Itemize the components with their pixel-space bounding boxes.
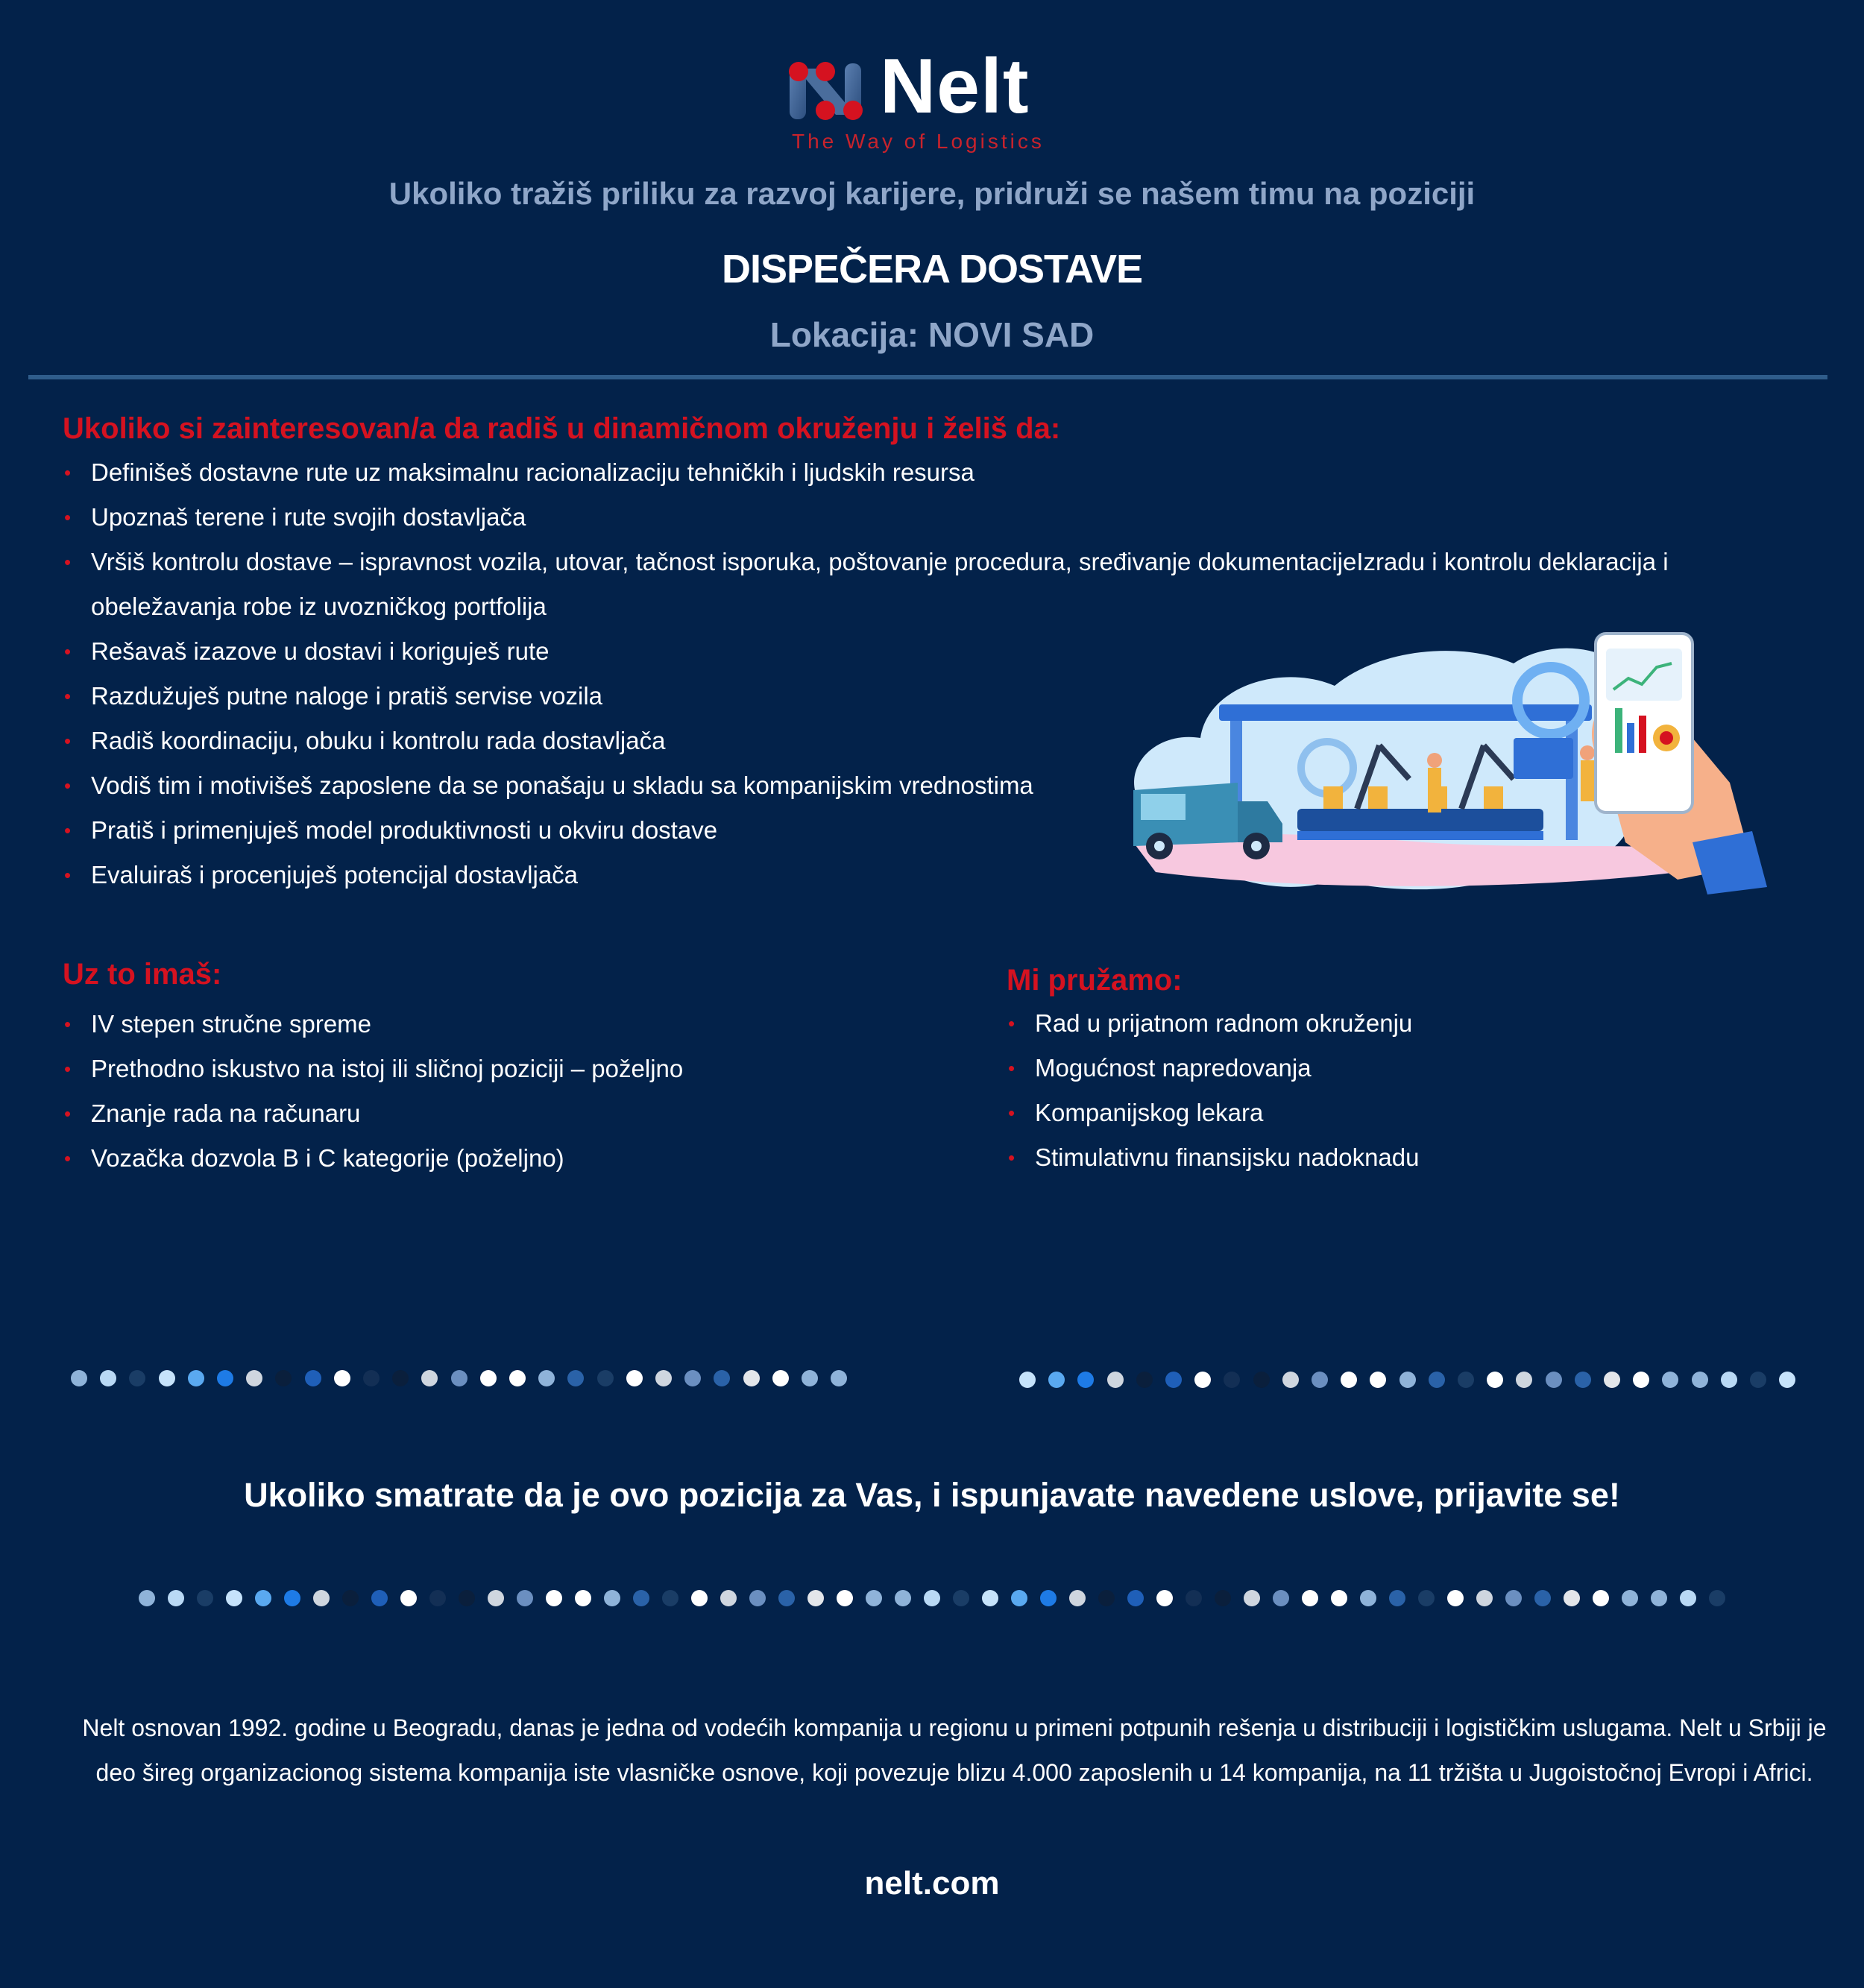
decor-dot bbox=[1370, 1372, 1386, 1388]
decor-dot bbox=[159, 1370, 175, 1386]
list-item: • Znanje rada na računaru bbox=[63, 1091, 957, 1136]
decor-dot bbox=[1165, 1372, 1182, 1388]
decor-dot bbox=[567, 1370, 584, 1386]
decor-dot bbox=[1244, 1590, 1260, 1606]
decor-dot bbox=[197, 1590, 213, 1606]
decor-dot bbox=[684, 1370, 701, 1386]
decor-dot bbox=[1534, 1590, 1551, 1606]
location-text: Lokacija: NOVI SAD bbox=[769, 315, 1095, 354]
decor-dot bbox=[743, 1370, 760, 1386]
decor-dot bbox=[188, 1370, 204, 1386]
decor-dot bbox=[749, 1590, 766, 1606]
list-item: • Definišeš dostavne rute uz maksimalnu racionalizaciju tehničkih i ljudskih resursa bbox=[63, 450, 1725, 495]
website-link[interactable]: nelt.com bbox=[864, 1865, 1000, 1902]
decor-dot bbox=[509, 1370, 526, 1386]
bullet-icon: • bbox=[64, 640, 72, 663]
decor-dot bbox=[1418, 1590, 1435, 1606]
decor-dot bbox=[1186, 1590, 1202, 1606]
decor-dot bbox=[217, 1370, 233, 1386]
call-to-action: Ukoliko smatrate da je ovo pozicija za Vas, i ispunjavate navedene uslove, prijavite se! bbox=[244, 1476, 1620, 1514]
decor-dot bbox=[538, 1370, 555, 1386]
decor-dot bbox=[342, 1590, 359, 1606]
decor-dot bbox=[451, 1370, 467, 1386]
list-item: • Stimulativnu finansijsku nadoknadu bbox=[1007, 1135, 1789, 1180]
decor-dot bbox=[1505, 1590, 1522, 1606]
decor-dot bbox=[517, 1590, 533, 1606]
decor-dot bbox=[139, 1590, 155, 1606]
bullet-icon: • bbox=[1008, 1057, 1016, 1079]
decor-dot bbox=[1069, 1590, 1086, 1606]
decor-dot bbox=[459, 1590, 475, 1606]
list-item: • Evaluiraš i procenjuješ potencijal dostavljača bbox=[63, 853, 1725, 897]
nelt-logo-mark bbox=[787, 60, 865, 123]
decor-dot bbox=[1331, 1590, 1347, 1606]
decor-dot bbox=[363, 1370, 380, 1386]
position-title: DISPEČERA DOSTAVE bbox=[721, 247, 1143, 291]
bullet-icon: • bbox=[64, 864, 72, 886]
decor-dot bbox=[604, 1590, 620, 1606]
decor-dot bbox=[1721, 1372, 1737, 1388]
bullet-icon: • bbox=[64, 461, 72, 484]
decor-dot bbox=[546, 1590, 562, 1606]
brand-tagline: The Way of Logistics bbox=[792, 130, 1045, 153]
list-item: • Mogućnost napredovanja bbox=[1007, 1046, 1789, 1091]
decor-dot bbox=[575, 1590, 591, 1606]
company-description: Nelt osnovan 1992. godine u Beogradu, danas je jedna od vodećih kompanija u regionu u primeni potpunih rešenja u distribuciji i logističkim uslugama. Nelt u Srbiji je deo šireg organizacionog sistema kompanija iste vlasničke osnove, koji povezuje blizu 4.000 zaposlenih u 14 kompanija, na 11 tržišta u Jugoistočnoj Evropi i Africi. bbox=[82, 1714, 1827, 1786]
decor-dot bbox=[924, 1590, 940, 1606]
decor-dot bbox=[662, 1590, 678, 1606]
decor-dot bbox=[1273, 1590, 1289, 1606]
decor-dot bbox=[100, 1370, 116, 1386]
decor-dot bbox=[255, 1590, 271, 1606]
decor-dot bbox=[1019, 1372, 1036, 1388]
decor-dot bbox=[895, 1590, 911, 1606]
decor-dot bbox=[1048, 1372, 1065, 1388]
decor-dot bbox=[953, 1590, 969, 1606]
decor-dot bbox=[1215, 1590, 1231, 1606]
decor-dot bbox=[480, 1370, 497, 1386]
decor-dot bbox=[1098, 1590, 1115, 1606]
list-item: • Rešavaš izazove u dostavi i koriguješ rute bbox=[63, 629, 1725, 674]
intro-text: Ukoliko tražiš priliku za razvoj karijere, pridruži se našem timu na poziciji bbox=[388, 176, 1476, 211]
decor-dot bbox=[371, 1590, 388, 1606]
bullet-icon: • bbox=[1008, 1146, 1016, 1169]
dots-row-left bbox=[71, 1370, 854, 1400]
nelt-logo bbox=[787, 43, 1085, 157]
decor-dot bbox=[633, 1590, 649, 1606]
list-item: • Vršiš kontrolu dostave – ispravnost vozila, utovar, tačnost isporuka, poštovanje procedura, sređivanje dokumentacijeIzradu i kontrolu deklaracija i obeležavanja robe iz uvozničkog portfolija bbox=[63, 540, 1725, 629]
responsibilities-title: Ukoliko si zainteresovan/a da radiš u dinamičnom okruženju i želiš da: bbox=[63, 412, 1061, 445]
bullet-icon: • bbox=[64, 506, 72, 528]
decor-dot bbox=[1302, 1590, 1318, 1606]
decor-dot bbox=[1077, 1372, 1094, 1388]
bullet-icon: • bbox=[64, 774, 72, 797]
decor-dot bbox=[778, 1590, 795, 1606]
decor-dot bbox=[1312, 1372, 1328, 1388]
decor-dot bbox=[246, 1370, 262, 1386]
logistics-illustration bbox=[1111, 619, 1767, 902]
decor-dot bbox=[1282, 1372, 1299, 1388]
bullet-icon: • bbox=[64, 685, 72, 707]
decor-dot bbox=[1651, 1590, 1667, 1606]
bullet-icon: • bbox=[64, 1058, 72, 1080]
decor-dot bbox=[1107, 1372, 1124, 1388]
decor-dot bbox=[1011, 1590, 1027, 1606]
decor-dot bbox=[400, 1590, 417, 1606]
decor-dot bbox=[1593, 1590, 1609, 1606]
dots-row-right bbox=[1019, 1372, 1802, 1401]
decor-dot bbox=[807, 1590, 824, 1606]
decor-dot bbox=[1136, 1372, 1153, 1388]
decor-dot bbox=[1253, 1372, 1270, 1388]
decor-dot bbox=[275, 1370, 292, 1386]
decor-dot bbox=[1622, 1590, 1638, 1606]
list-item: • Pratiš i primenjuješ model produktivnosti u okviru dostave bbox=[63, 808, 1725, 853]
decor-dot bbox=[1458, 1372, 1474, 1388]
dots-row-center bbox=[139, 1590, 1704, 1620]
decor-dot bbox=[313, 1590, 330, 1606]
bullet-icon: • bbox=[1008, 1102, 1016, 1124]
bullet-icon: • bbox=[64, 1013, 72, 1035]
decor-dot bbox=[1604, 1372, 1620, 1388]
requirements-title: Uz to imaš: bbox=[63, 958, 222, 991]
decor-dot bbox=[1546, 1372, 1562, 1388]
bullet-icon: • bbox=[64, 551, 72, 573]
list-item: • Vodiš tim i motivišeš zaposlene da se ponašaju u skladu sa kompanijskim vrednostima bbox=[63, 763, 1725, 808]
decor-dot bbox=[1680, 1590, 1696, 1606]
requirements-list bbox=[63, 1002, 957, 1181]
decor-dot bbox=[421, 1370, 438, 1386]
decor-dot bbox=[1447, 1590, 1464, 1606]
list-item: • Razdužuješ putne naloge i pratiš servise vozila bbox=[63, 674, 1725, 719]
decor-dot bbox=[392, 1370, 409, 1386]
decor-dot bbox=[71, 1370, 87, 1386]
decor-dot bbox=[1575, 1372, 1591, 1388]
decor-dot bbox=[1564, 1590, 1580, 1606]
decor-dot bbox=[1692, 1372, 1708, 1388]
list-item: • Radiš koordinaciju, obuku i kontrolu rada dostavljača bbox=[63, 719, 1725, 763]
list-item: • Prethodno iskustvo na istoj ili sličnoj poziciji – poželjno bbox=[63, 1047, 957, 1091]
decor-dot bbox=[1516, 1372, 1532, 1388]
decor-dot bbox=[334, 1370, 350, 1386]
decor-dot bbox=[837, 1590, 853, 1606]
decor-dot bbox=[1750, 1372, 1766, 1388]
list-item: • Vozačka dozvola B i C kategorije (poželjno) bbox=[63, 1136, 957, 1181]
decor-dot bbox=[284, 1590, 300, 1606]
decor-dot bbox=[168, 1590, 184, 1606]
list-item: • Kompanijskog lekara bbox=[1007, 1091, 1789, 1135]
decor-dot bbox=[226, 1590, 242, 1606]
bullet-icon: • bbox=[1008, 1012, 1016, 1035]
list-item: • IV stepen stručne spreme bbox=[63, 1002, 957, 1047]
brand-name: Nelt bbox=[880, 43, 1030, 130]
decor-dot bbox=[1429, 1372, 1445, 1388]
decor-dot bbox=[1127, 1590, 1144, 1606]
decor-dot bbox=[691, 1590, 708, 1606]
decor-dot bbox=[488, 1590, 504, 1606]
decor-dot bbox=[1040, 1590, 1057, 1606]
list-item: • Upoznaš terene i rute svojih dostavljača bbox=[63, 495, 1725, 540]
decor-dot bbox=[597, 1370, 614, 1386]
benefits-title: Mi pružamo: bbox=[1007, 964, 1183, 997]
list-item: • Rad u prijatnom radnom okruženju bbox=[1007, 1001, 1789, 1046]
decor-dot bbox=[1662, 1372, 1678, 1388]
decor-dot bbox=[720, 1590, 737, 1606]
decor-dot bbox=[1476, 1590, 1493, 1606]
decor-dot bbox=[129, 1370, 145, 1386]
benefits-list bbox=[1007, 1001, 1789, 1180]
decor-dot bbox=[305, 1370, 321, 1386]
decor-dot bbox=[831, 1370, 847, 1386]
decor-dot bbox=[1389, 1590, 1405, 1606]
decor-dot bbox=[866, 1590, 882, 1606]
bullet-icon: • bbox=[64, 730, 72, 752]
decor-dot bbox=[802, 1370, 818, 1386]
decor-dot bbox=[1487, 1372, 1503, 1388]
decor-dot bbox=[772, 1370, 789, 1386]
decor-dot bbox=[1156, 1590, 1173, 1606]
decor-dot bbox=[982, 1590, 998, 1606]
decor-dot bbox=[1360, 1590, 1376, 1606]
decor-dot bbox=[1709, 1590, 1725, 1606]
bullet-icon: • bbox=[64, 1102, 72, 1125]
decor-dot bbox=[1633, 1372, 1649, 1388]
decor-dot bbox=[1194, 1372, 1211, 1388]
decor-dot bbox=[429, 1590, 446, 1606]
decor-dot bbox=[655, 1370, 672, 1386]
decor-dot bbox=[1224, 1372, 1240, 1388]
header-divider bbox=[28, 375, 1827, 379]
decor-dot bbox=[1341, 1372, 1357, 1388]
bullet-icon: • bbox=[64, 1147, 72, 1170]
decor-dot bbox=[1399, 1372, 1416, 1388]
decor-dot bbox=[1779, 1372, 1795, 1388]
bullet-icon: • bbox=[64, 819, 72, 842]
decor-dot bbox=[626, 1370, 643, 1386]
decor-dot bbox=[714, 1370, 730, 1386]
